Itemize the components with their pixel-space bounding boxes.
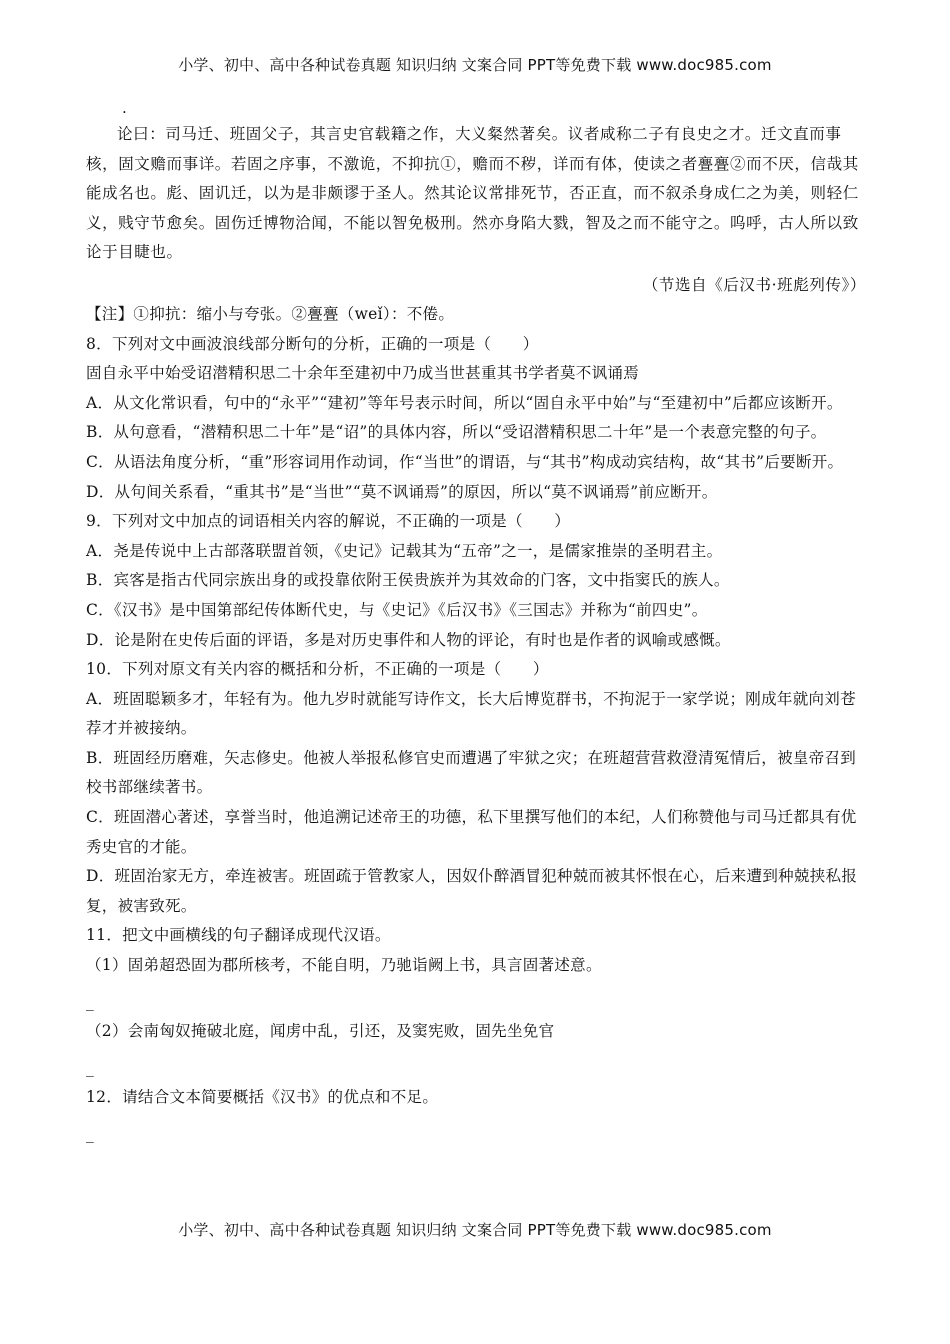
q11-sentence-1: （1）固弟超恐固为郡所核考，不能自明，乃驰诣阙上书，具言固著述意。	[86, 956, 602, 975]
q9-stem: 9．下列对文中加点的词语相关内容的解说，不正确的一项是（ ）	[86, 512, 571, 531]
q8-sentence: 固自永平中始受诏潜精积思二十余年至建初中乃成当世甚重其书学者莫不讽诵焉	[86, 364, 640, 383]
passage-note: 【注】①抑抗：缩小与夸张。②亹亹（weǐ）：不倦。	[86, 304, 455, 323]
q10-option-a: A．班固聪颖多才，年轻有为。他九岁时就能写诗作文，长大后博览群书，不拘泥于一家学说；刚成年就向刘苍荐才并被接纳。	[86, 689, 856, 738]
q12-stem: 12．请结合文本简要概括《汉书》的优点和不足。	[86, 1088, 439, 1107]
q8-option-b: B．从句意看，“潜精积思二十年”是“诏”的具体内容，所以“受诏潜精积思二十年”是一个表意完整的句子。	[86, 423, 827, 442]
q10-option-b: B．班固经历磨难，矢志修史。他被人举报私修官史而遭遇了牢狱之灾；在班超营营救澄清冤情后，被皇帝召到校书部继续著书。	[86, 748, 857, 797]
passage-source: （节选自《后汉书·班彪列传》）	[642, 275, 866, 294]
q11-answer-blank-2[interactable]: _	[86, 1058, 94, 1077]
q8-option-d: D．从句间关系看，“重其书”是“当世”“莫不讽诵焉”的原因，所以“莫不讽诵焉”前应断开。	[86, 482, 718, 501]
footer-banner: 小学、初中、高中各种试卷真题 知识归纳 文案合同 PPT等免费下载 www.doc985.com	[178, 1221, 772, 1239]
q8-option-c: C．从语法角度分析，“重”形容词用作动词，作“当世”的谓语，与“其书”构成动宾结构，故“其书”后要断开。	[86, 452, 844, 471]
q11-stem: 11．把文中画横线的句子翻译成现代汉语。	[86, 926, 391, 945]
q11-sentence-2: （2）会南匈奴掩破北庭，闻虏中乱，引还，及窦宪败，固先坐免官	[86, 1022, 555, 1041]
q10-option-d: D．班固治家无方，牵连被害。班固疏于管教家人，因奴仆醉酒冒犯种兢而被其怀恨在心，后来遭到种兢挟私报复，被害致死。	[86, 867, 858, 915]
q9-option-d: D．论是附在史传后面的评语，多是对历史事件和人物的评论，有时也是作者的讽喻或感慨。	[86, 630, 731, 649]
q11-answer-blank-1[interactable]: _	[86, 992, 94, 1011]
q8-option-a: A．从文化常识看，句中的“永平”“建初”等年号表示时间，所以“固自永平中始”与“至建初中”后都应该断开。	[86, 393, 843, 412]
header-banner: 小学、初中、高中各种试卷真题 知识归纳 文案合同 PPT等免费下载 www.doc985.com	[178, 56, 772, 74]
q10-option-c: C．班固潜心著述，享誉当时，他追溯记述帝王的功德，私下里撰写他们的本纪，人们称赞他与司马迁都具有优秀史官的才能。	[86, 808, 857, 856]
emphasis-dot: .	[122, 99, 127, 117]
document-body	[86, 100, 866, 1150]
q9-option-b: B．宾客是指古代同宗族出身的或投靠依附王侯贵族并为其效命的门客，文中指窦氏的族人。	[86, 571, 730, 590]
q12-answer-blank[interactable]: _	[86, 1125, 94, 1143]
q8-stem: 8．下列对文中画波浪线部分断句的分析，正确的一项是（ ）	[86, 334, 539, 353]
q9-option-a: A．尧是传说中上古部落联盟首领，《史记》记载其为“五帝”之一，是儒家推崇的圣明君主。	[86, 541, 723, 560]
q10-stem: 10．下列对原文有关内容的概括和分析，不正确的一项是（ ）	[86, 660, 549, 679]
q9-option-c: C．《汉书》是中国第部纪传体断代史，与《史记》《后汉书》《三国志》并称为“前四史”。	[86, 600, 708, 619]
passage-commentary: 论曰：司马迁、班固父子，其言史官载籍之作，大义粲然著矣。议者咸称二子有良史之才。迁文直而事核，固文赡而事详。若固之序事，不激诡，不抑抗①，赡而不秽，详而有体，使读之者亹亹②而不厌，信哉其能成名也。彪、固讥迁，以为是非颇谬于圣人。然其论议常排死节，否正直，而不叙杀身成仁之为美，则轻仁义，贱守节愈矣。固伤迁博物洽闻，不能以智免极刑。然亦身陷大戮，智及之而不能守之。呜呼，古人所以致论于目睫也。	[86, 125, 859, 262]
